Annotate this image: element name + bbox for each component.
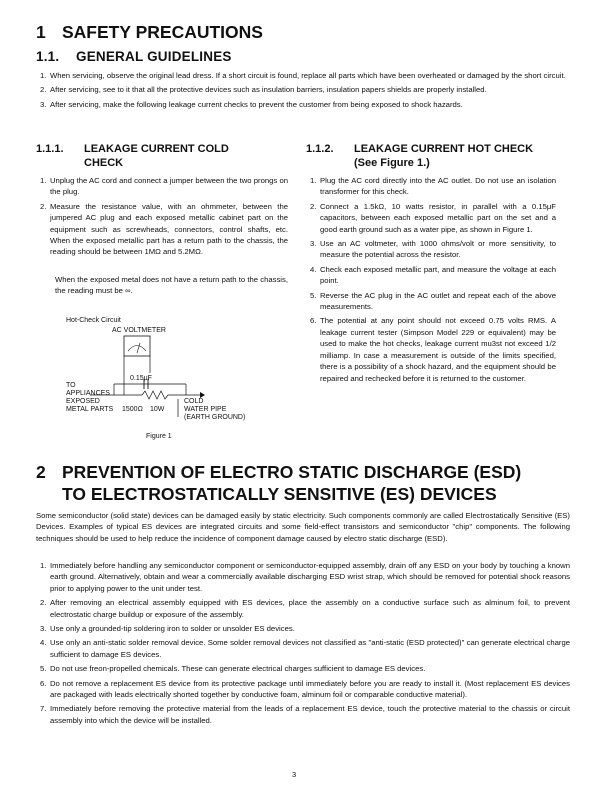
list-item: 3. Use only a grounded-tip soldering iron to solder or unsolder ES devices. xyxy=(40,624,295,634)
list-item: 1. Immediately before handling any semiconductor component or semiconductor-equipped assembly, drain off any ESD on your body by touching a known earth ground. Alternatively, obtain and wear a commercially available discharging ESD wrist strap, which should be removed for potential shock reasons prior to applying power to the unit under test. xyxy=(40,561,570,593)
resistor-label: 1500Ω xyxy=(122,406,143,413)
list-item: 5. Reverse the AC plug in the AC outlet and repeat each of the above measurements. xyxy=(310,290,556,312)
subsection-1-1-heading xyxy=(36,49,232,65)
voltmeter-label: AC VOLTMETER xyxy=(112,327,166,334)
esd-intro-paragraph: Some semiconductor (solid state) devices can be damaged easily by static electricity. Such components commonly are called Electrostatically Sensitive (ES) Devices. Examples of typical ES devices are integrated circuits and some field-effect transistors and semiconductor "chip" components. The following techniques should be used to help reduce the incidence of component damage caused by electro static discharge (ESD). xyxy=(36,511,570,543)
hot-check-heading: 1.1.2. LEAKAGE CURRENT HOT CHECK (See Figure 1.) xyxy=(306,143,534,169)
section-2-heading-line2: TO ELECTROSTATICALLY SENSITIVE (ES) DEVICES xyxy=(62,484,497,504)
resistor-icon xyxy=(142,391,168,399)
circuit-title: Hot-Check Circuit xyxy=(66,317,121,324)
svg-text:WATER PIPE: WATER PIPE xyxy=(184,406,227,413)
cold-check-note: When the exposed metal does not have a return path to the chassis, the reading must be ∞. xyxy=(55,275,288,296)
list-item: 2. After servicing, see to it that all the protective devices such as insulation barriers, insulation papers shields are properly installed. xyxy=(40,85,487,95)
list-item: 2. Measure the resistance value, with an ohmmeter, between the jumpered AC plug and each exposed metallic cabinet part on the equipment such as screwheads, connectors, control shafts, etc. When the exposed metallic part has a return path to the chassis, the reading should be between 1MΩ and 5.2MΩ. xyxy=(40,201,288,257)
subsection-number: 1.1. xyxy=(36,49,60,64)
list-item: 4. Use only an anti-static solder removal device. Some solder removal devices not classified as "anti-static (ESD protected)" can generate electrical charge sufficient to damage ES devices. xyxy=(40,638,570,659)
page-number: 3 xyxy=(292,770,297,779)
svg-text:TO: TO xyxy=(66,382,76,389)
list-item: 3. Use an AC voltmeter, with 1000 ohms/volt or more sensitivity, to measure the potential across the resistor. xyxy=(310,239,556,260)
section-number: 1 xyxy=(36,22,46,42)
section-title: SAFETY PRECAUTIONS xyxy=(62,22,263,42)
list-item: 7. Immediately before removing the protective material from the leads of a replacement ES device, touch the protective material to the chassis or circuit assembly into which the device will be installed. xyxy=(40,704,570,725)
svg-text:(EARTH GROUND): (EARTH GROUND) xyxy=(184,414,246,421)
svg-text:COLD: COLD xyxy=(184,398,204,405)
svg-text:APPLIANCES: APPLIANCES xyxy=(66,390,110,397)
list-item: 4. Check each exposed metallic part, and measure the voltage at each point. xyxy=(310,264,556,286)
section-2-heading xyxy=(36,462,521,482)
voltmeter-scale xyxy=(128,346,146,352)
list-item: 1. Plug the AC cord directly into the AC outlet. Do not use an isolation transformer for this check. xyxy=(310,176,556,197)
svg-text:METAL PARTS: METAL PARTS xyxy=(66,406,114,413)
general-guidelines-list xyxy=(40,70,570,113)
list-item: 1. Unplug the AC cord and connect a jumper between the two prongs on the plug. xyxy=(40,176,288,197)
list-item: 2. After removing an electrical assembly equipped with ES devices, place the assembly on a conductive surface such as alminum foil, to prevent electrostatic charge buildup or exposure of the assembly. xyxy=(40,598,570,619)
svg-text:EXPOSED: EXPOSED xyxy=(66,398,100,405)
list-item: 2. Connect a 1.5kΩ, 10 watts resistor, in parallel with a 0.15μF capacitors, between each exposed metallic part on the set and a good earth ground such as a water pipe, as shown in Figure 1. xyxy=(310,201,556,234)
figure-caption: Figure 1 xyxy=(146,433,172,440)
section-1-heading xyxy=(36,22,263,42)
list-item: 6. Do not remove a replacement ES device from its protective package until immediately before you are ready to install it. (Most replacement ES devices are packaged with leads electrically shorted together by conductive foam, alminum foil or comparable conductive material). xyxy=(40,678,570,700)
cold-check-list xyxy=(40,175,288,261)
hot-check-circuit-diagram xyxy=(60,313,290,423)
list-item: 6. The potential at any point should not exceed 0.75 volts RMS. A leakage current tester (Simpson Model 229 or equivalent) may be used to make the hot checks, leakage current mu3st not exceed 1/2 milliamp. In case a measurement is outside of the limits specified, there is a possibility of a shock hazard, and the equipment should be repaired and rechecked before it is returned to the customer. xyxy=(310,316,556,383)
subsection-title: GENERAL GUIDELINES xyxy=(76,49,232,64)
list-item: 1. When servicing, observe the original lead dress. If a short circuit is found, replace all parts which have been overheated or damaged by the short circuit. xyxy=(40,71,566,80)
watt-label: 10W xyxy=(150,406,165,413)
section-number: 2 xyxy=(36,462,46,482)
esd-techniques-list xyxy=(40,560,570,729)
section-title: PREVENTION OF ELECTRO STATIC DISCHARGE (ESD) xyxy=(62,462,522,482)
list-item: 5. Do not use freon-propelled chemicals. These can generate electrical charges sufficient to damage ES devices. xyxy=(40,664,426,674)
voltmeter-needle xyxy=(137,343,140,353)
list-item: 3. After servicing, make the following leakage current checks to prevent the customer from being exposed to shock hazards. xyxy=(40,99,463,109)
capacitor-label: 0.15μF xyxy=(130,375,152,382)
cold-check-heading: 1.1.1. LEAKAGE CURRENT COLD CHECK xyxy=(36,143,229,169)
hot-check-list xyxy=(310,175,556,387)
